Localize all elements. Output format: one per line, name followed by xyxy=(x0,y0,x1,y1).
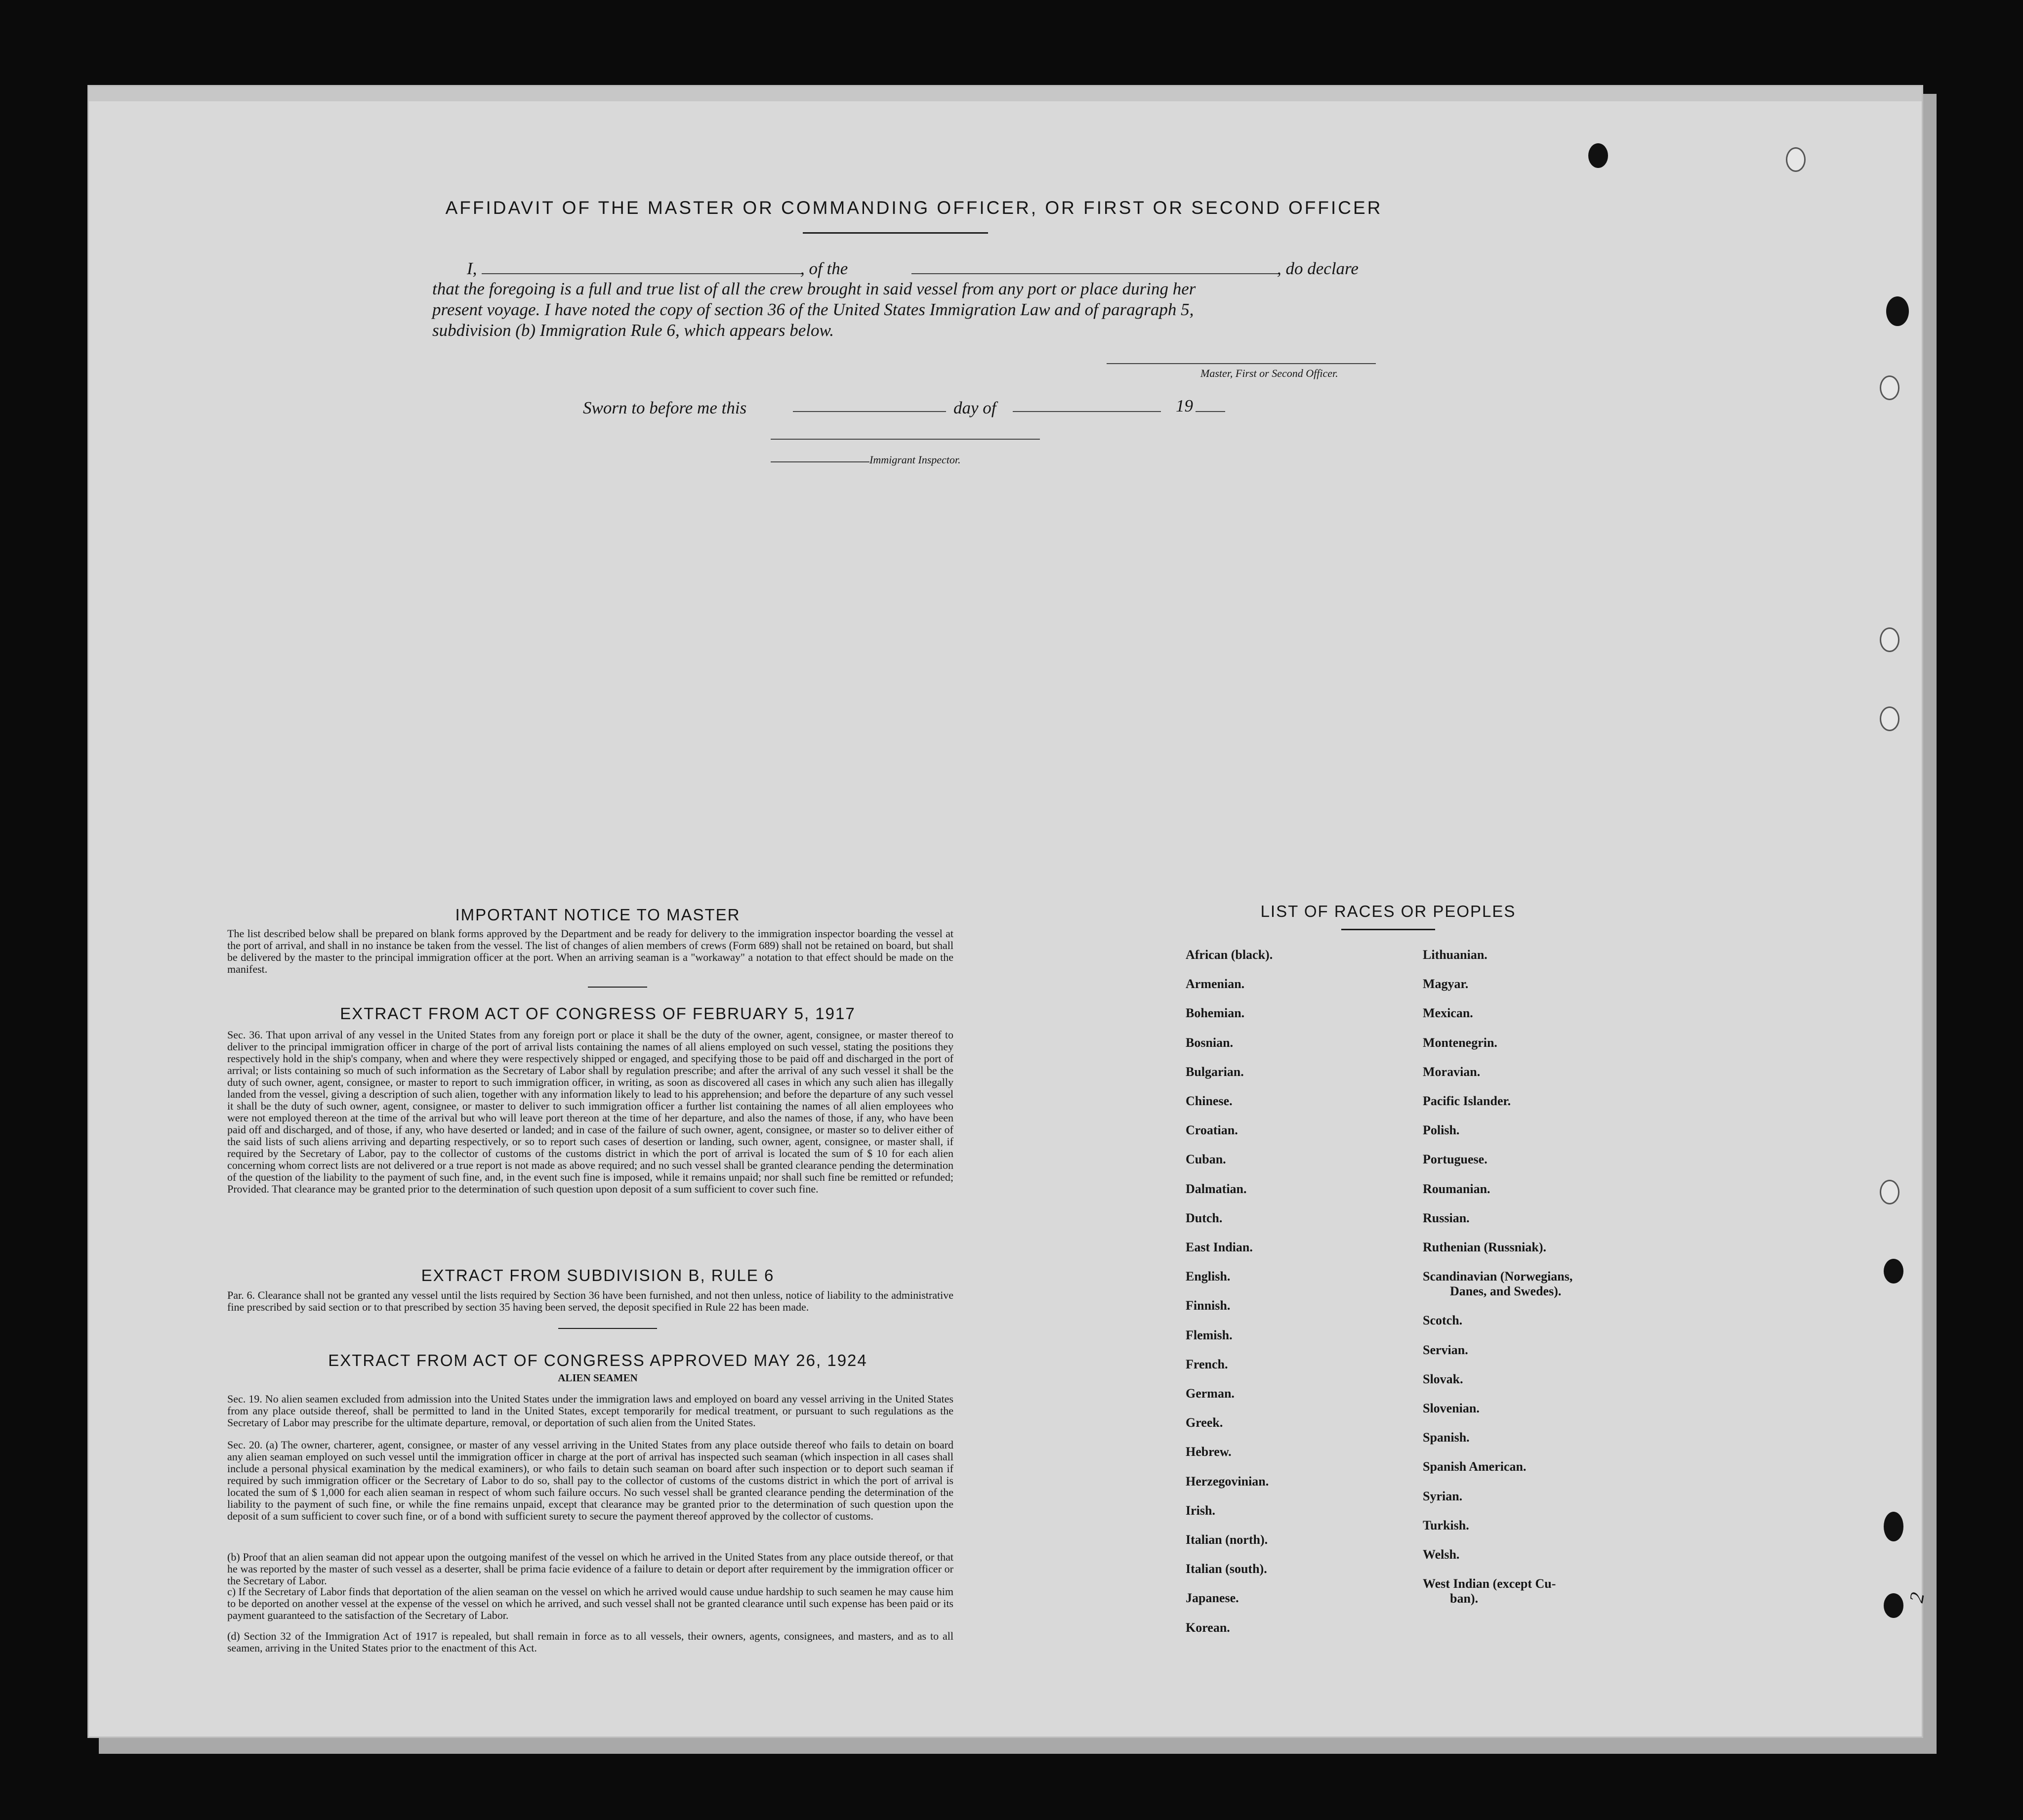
act-1917-text: Sec. 36. That upon arrival of any vessel in the United States from any foreign port or place it shall be the duty of the owner, agent, consignee, or master thereof to deliver to the principal immigration officer in charge of the port of arrival lists containing the names of all aliens employed on such vessel, stating the positions they respectively hold in the ship's company, when and where they were respectively shipped or engaged, and specifying those to be paid off and discharged in the port of arrival; or lists containing so much of such information as the Secretary of Labor shall by regulation prescribe; and after the arrival of any such vessel it shall be the duty of such owner, agent, consignee, or master to report to such immigration officer, in writing, as soon as discovered all cases in which any such alien has illegally landed from the vessel, giving a description of such alien, together with any information likely to lead to his apprehension; and before the departure of any such vessel it shall be the duty of such owner, agent, consignee, or master to deliver to such immigration officer a further list containing the names of all alien employees who were not employed thereon at the time of the arrival but who will leave port thereon at the time of her departure, and also the names of those, if any, who have been paid off and discharged, and of those, if any, who have deserted or landed; and in case of the failure of such owner, agent, consignee, or master so to deliver either of the said lists of such aliens arriving and departing respectively, or so to report such cases of desertion or landing, such owner, agent, consignee, or master shall, if required by the Secretary of Labor, pay to the collector of customs of the customs district in which the port of arrival is located the sum of $ 10 for each alien concerning whom correct lists are not delivered or a true report is not made as above required; and no such vessel shall be granted clearance pending the determination of the question of the liability to the payment of such fine, and, in the event such fine is imposed, while it remains unpaid; nor shall such fine be remitted or refunded; Provided. That clearance may be granted prior to the determination of such question upon deposit of a sum sufficient to cover such fine. xyxy=(227,1029,953,1195)
races-underline xyxy=(1341,929,1435,930)
sworn-month-blank xyxy=(1013,411,1161,412)
rule-6-title: EXTRACT FROM SUBDIVISION B, RULE 6 xyxy=(421,1266,775,1284)
race-item: Greek. xyxy=(1186,1415,1223,1430)
sworn-year-blank xyxy=(1196,411,1225,412)
race-item: Italian (north). xyxy=(1186,1532,1268,1547)
race-item: Japanese. xyxy=(1186,1591,1239,1606)
punch-hole-icon xyxy=(1884,1259,1903,1283)
race-item: Russian. xyxy=(1423,1210,1470,1225)
affidavit-title: AFFIDAVIT OF THE MASTER OR COMMANDING OFFICER, OR FIRST OR SECOND OFFICER xyxy=(445,198,1383,218)
race-item: Korean. xyxy=(1186,1620,1230,1635)
race-item: Herzegovinian. xyxy=(1186,1474,1269,1489)
punch-hole-icon xyxy=(1884,1512,1903,1541)
race-item: French. xyxy=(1186,1357,1228,1371)
race-item: Scandinavian (Norwegians, xyxy=(1423,1269,1573,1284)
race-item: Slovenian. xyxy=(1423,1401,1480,1415)
act-1924-sec20a: Sec. 20. (a) The owner, charterer, agent, consignee, or master of any vessel arriving in the United States from any place outside thereof who fails to detain on board any alien seaman employed on such vessel until the immigration officer in charge at the port of arrival has inspected such seaman (which inspection in all cases shall include a personal physical examination by the medical examiners), or who fails to detain such seaman on board after such inspection or to deport such seaman if required by such immigration officer or the Secretary of Labor to do so, shall pay to the collector of customs of the customs district in which the port of arrival is located the sum of $ 1,000 for each alien seaman in respect of whom such failure occurs. No such vessel shall be granted clearance pending the determination of the liability to the payment of such fine, or while the fine remains unpaid, except that clearance may be granted prior to the determination of such question upon the deposit of a sum sufficient to cover such fine, or of a bond with sufficient surety to secure the payment thereof approved by the collector of customs. xyxy=(227,1439,953,1522)
act-1924-sec19: Sec. 19. No alien seamen excluded from admission into the United States under the immigration laws and employed on board any vessel arriving in the United States from any place outside thereof, shall be permitted to land in the United States, except temporarily for medical treatment, or pursuant to such regulations as the Secretary of Labor may prescribe for the ultimate departure, removal, or deportation of such alien from the United States. xyxy=(227,1393,953,1429)
race-item: Scotch. xyxy=(1423,1313,1463,1328)
race-item: Portuguese. xyxy=(1423,1152,1487,1167)
punch-hole-icon xyxy=(1886,296,1909,326)
inspector-name-blank xyxy=(771,461,869,462)
affidavit-i-label: I, xyxy=(467,259,477,278)
race-item: Syrian. xyxy=(1423,1489,1463,1503)
rule-6-divider xyxy=(558,1328,657,1329)
race-item: Lithuanian. xyxy=(1423,948,1487,962)
race-item: Armenian. xyxy=(1186,977,1245,992)
punch-hole-icon xyxy=(1786,147,1806,172)
race-item: Mexican. xyxy=(1423,1006,1473,1021)
affidavit-do-declare: , do declare xyxy=(1277,259,1359,278)
race-item: Turkish. xyxy=(1423,1518,1469,1532)
race-item: Ruthenian (Russniak). xyxy=(1423,1240,1546,1254)
race-item: Montenegrin. xyxy=(1423,1035,1497,1050)
punch-hole-icon xyxy=(1884,1593,1903,1618)
race-item: Cuban. xyxy=(1186,1152,1226,1167)
race-item: Spanish American. xyxy=(1423,1459,1527,1474)
sworn-day-label: day of xyxy=(953,398,996,417)
race-item: African (black). xyxy=(1186,948,1273,962)
race-item: Welsh. xyxy=(1423,1547,1460,1562)
act-1924-title: EXTRACT FROM ACT OF CONGRESS APPROVED MAY 26, 1924 xyxy=(328,1351,867,1369)
race-item: Polish. xyxy=(1423,1123,1460,1138)
race-item: Flemish. xyxy=(1186,1327,1233,1342)
race-item: Magyar. xyxy=(1423,977,1469,992)
act-1924-subtitle: ALIEN SEAMEN xyxy=(558,1372,638,1384)
race-item: German. xyxy=(1186,1386,1235,1401)
race-item: Roumanian. xyxy=(1423,1181,1490,1196)
affidavit-line-1: that the foregoing is a full and true list of all the crew brought in said vessel from any port or place during her xyxy=(432,279,1196,298)
affidavit-line-3: subdivision (b) Immigration Rule 6, which appears below. xyxy=(432,321,834,340)
race-item: English. xyxy=(1186,1269,1231,1284)
master-signature-caption: Master, First or Second Officer. xyxy=(1200,367,1338,379)
sworn-day-blank xyxy=(793,411,946,412)
races-title: LIST OF RACES OR PEOPLES xyxy=(1260,902,1516,920)
punch-hole-icon xyxy=(1588,143,1608,168)
punch-hole-icon xyxy=(1880,375,1899,400)
signature-line xyxy=(1107,363,1376,364)
race-item: East Indian. xyxy=(1186,1240,1253,1254)
act-1924-sec20c: c) If the Secretary of Labor finds that deportation of the alien seaman on the vessel on which he arrived would cause undue hardship to such seamen he may cause him to be deported on another vessel at the expense of the vessel on which he arrived, and such vessel shall not be granted clearance until such expense has been paid or its payment guaranteed to the satisfaction of the Secretary of Labor. xyxy=(227,1585,953,1621)
affidavit-of-the: , of the xyxy=(800,259,848,278)
race-item: Pacific Islander. xyxy=(1423,1094,1511,1108)
race-item: West Indian (except Cu- xyxy=(1423,1576,1556,1591)
title-underline xyxy=(803,232,988,234)
notice-text: The list described below shall be prepared on blank forms approved by the Department and be ready for delivery to the immigration inspector boarding the vessel at the port of arrival, and shall in no instance be taken from the vessel. The list of changes of alien members of crews (Form 689) shall not be retained on board, but shall be delivered by the master to the principal immigration officer at the port. When an arriving seaman is a "workaway" a notation to that effect should be made on the manifest. xyxy=(227,927,953,975)
inspector-line xyxy=(771,439,1040,440)
race-item: Spanish. xyxy=(1423,1430,1470,1445)
punch-hole-icon xyxy=(1880,1180,1899,1204)
affidavit-line-2: present voyage. I have noted the copy of section 36 of the United States Immigration Law and of paragraph 5, xyxy=(432,300,1194,319)
sworn-year-label: 19 xyxy=(1176,396,1193,415)
race-item: ban). xyxy=(1450,1591,1479,1606)
race-item: Finnish. xyxy=(1186,1298,1231,1313)
race-item: Chinese. xyxy=(1186,1094,1233,1108)
act-1924-sec20d: (d) Section 32 of the Immigration Act of 1917 is repealed, but shall remain in force as to all vessels, their owners, agents, consignees, and masters, and as to all seamen, arriving in the United States prior to the enactment of this Act. xyxy=(227,1630,953,1654)
race-item: Danes, and Swedes). xyxy=(1450,1284,1562,1299)
race-item: Bulgarian. xyxy=(1186,1064,1244,1079)
name-blank xyxy=(482,273,803,274)
punch-hole-icon xyxy=(1880,706,1899,731)
race-item: Slovak. xyxy=(1423,1371,1463,1386)
notice-divider xyxy=(588,987,647,988)
race-item: Bohemian. xyxy=(1186,1006,1245,1021)
race-item: Dalmatian. xyxy=(1186,1181,1247,1196)
sworn-prefix: Sworn to before me this xyxy=(583,398,747,417)
margin-numeral: 2 xyxy=(1905,1590,1929,1605)
race-item: Italian (south). xyxy=(1186,1562,1267,1576)
race-item: Moravian. xyxy=(1423,1064,1481,1079)
rule-6-text: Par. 6. Clearance shall not be granted any vessel until the lists required by Section 36 have been furnished, and not then unless, notice of liability to the administrative fine prescribed by said section or to that prescribed by section 35 having been served, the deposit specified in Rule 22 has been made. xyxy=(227,1289,953,1313)
race-item: Irish. xyxy=(1186,1503,1215,1518)
race-item: Servian. xyxy=(1423,1342,1468,1357)
race-item: Dutch. xyxy=(1186,1210,1223,1225)
race-item: Bosnian. xyxy=(1186,1035,1234,1050)
sheet-top-edge xyxy=(89,86,1922,101)
vessel-blank xyxy=(911,273,1280,274)
race-item: Hebrew. xyxy=(1186,1445,1232,1459)
punch-hole-icon xyxy=(1880,627,1899,652)
race-item: Croatian. xyxy=(1186,1123,1238,1138)
inspector-caption: Immigrant Inspector. xyxy=(869,454,961,466)
act-1924-sec20b: (b) Proof that an alien seaman did not appear upon the outgoing manifest of the vessel on which he arrived in the United States from any place outside thereof, or that he was reported by the master of such vessel as a deserter, shall be prima facie evidence of a failure to detain or deport after requirement by the immigration officer or the Secretary of Labor. xyxy=(227,1551,953,1587)
notice-title: IMPORTANT NOTICE TO MASTER xyxy=(455,906,741,924)
act-1917-title: EXTRACT FROM ACT OF CONGRESS OF FEBRUARY 5, 1917 xyxy=(340,1004,856,1023)
